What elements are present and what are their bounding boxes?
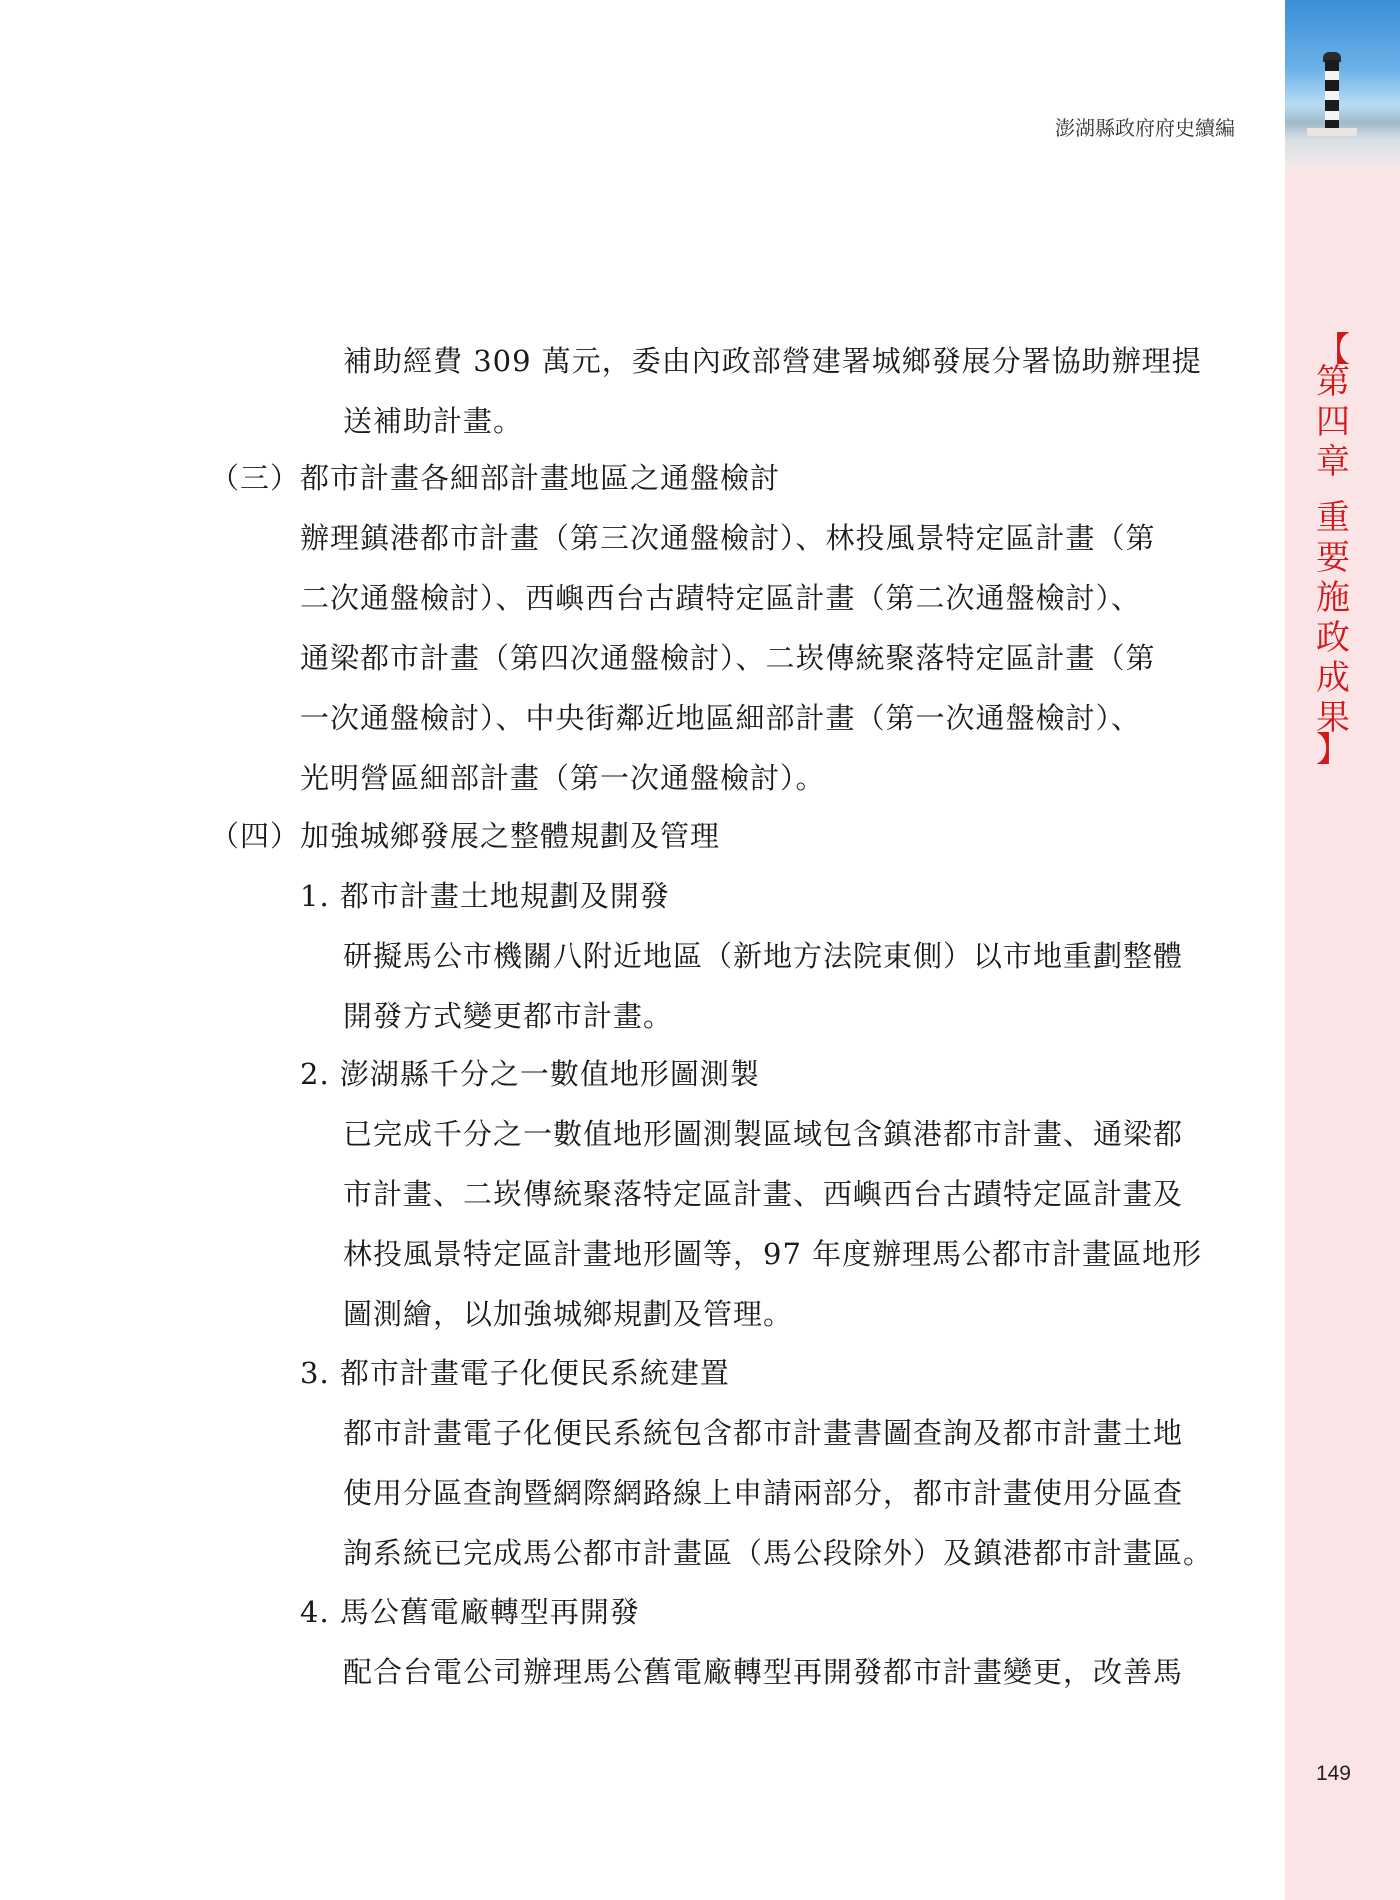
body-paragraph-line: 研擬馬公市機關八附近地區（新地方法院東側）以市地重劃整體 [343,939,1184,973]
chapter-tab-char: 章 [1316,442,1350,482]
body-paragraph-line: 辦理鎮港都市計畫（第三次通盤檢討）、林投風景特定區計畫（第 [300,521,1156,555]
body-paragraph-line: 市計畫、二崁傳統聚落特定區計畫、西嶼西台古蹟特定區計畫及 [343,1177,1184,1211]
subsection-heading: 3. 都市計畫電子化便民系統建置 [300,1356,730,1390]
chapter-sidebar [1285,0,1400,1900]
chapter-tab-char: 重 [1316,498,1350,538]
chapter-tab [1305,330,1361,770]
chapter-tab-char: 第 [1316,362,1350,402]
chapter-tab-open-bracket: 【 [1316,330,1350,370]
chapter-tab-char: 四 [1316,402,1350,442]
chapter-tab-char: 施 [1316,578,1350,618]
chapter-tab-close-bracket: 】 [1316,730,1350,770]
body-paragraph-line: 詢系統已完成馬公都市計畫區（馬公段除外）及鎮港都市計畫區。 [343,1536,1214,1570]
chapter-tab-char: 果 [1316,698,1350,738]
subsection-heading: 1. 都市計畫土地規劃及開發 [300,879,670,913]
subsection-heading: 2. 澎湖縣千分之一數值地形圖測製 [300,1057,760,1091]
chapter-tab-char: 政 [1316,618,1350,658]
body-paragraph-line: 使用分區查詢暨網際網路線上申請兩部分，都市計畫使用分區查 [343,1476,1184,1510]
body-paragraph-line: 光明營區細部計畫（第一次通盤檢討）。 [300,761,826,795]
body-paragraph-line: 通梁都市計畫（第四次通盤檢討）、二崁傳統聚落特定區計畫（第 [300,641,1156,675]
body-paragraph-line: 林投風景特定區計畫地形圖等，97 年度辦理馬公都市計畫區地形 [343,1237,1203,1271]
chapter-tab-char: 成 [1316,658,1350,698]
body-paragraph-line: 配合台電公司辦理馬公舊電廠轉型再開發都市計畫變更，改善馬 [343,1655,1184,1689]
body-paragraph-line: 都市計畫電子化便民系統包含都市計畫書圖查詢及都市計畫土地 [343,1416,1184,1450]
body-paragraph-line: 已完成千分之一數值地形圖測製區域包含鎮港都市計畫、通梁都 [343,1117,1184,1151]
running-header-title: 澎湖縣政府府史續編 [1055,116,1235,140]
section-heading: （四）加強城鄉發展之整體規劃及管理 [210,819,721,853]
body-paragraph-line: 圖測繪，以加強城鄉規劃及管理。 [343,1297,794,1331]
lighthouse-photo [1285,0,1400,170]
body-paragraph-line: 補助經費 309 萬元，委由內政部營建署城鄉發展分署協助辦理提 [343,344,1202,378]
section-heading: （三）都市計畫各細部計畫地區之通盤檢討 [210,461,781,495]
body-paragraph-line: 送補助計畫。 [343,404,524,438]
page-number: 149 [1315,1762,1351,1785]
chapter-tab-char: 要 [1316,538,1350,578]
lighthouse-tower [1325,60,1339,130]
body-paragraph-line: 開發方式變更都市計畫。 [343,999,674,1033]
lighthouse-base [1307,128,1357,136]
body-paragraph-line: 一次通盤檢討）、中央街鄰近地區細部計畫（第一次通盤檢討）、 [300,701,1142,735]
subsection-heading: 4. 馬公舊電廠轉型再開發 [300,1595,640,1629]
body-paragraph-line: 二次通盤檢討）、西嶼西台古蹟特定區計畫（第二次通盤檢討）、 [300,581,1142,615]
